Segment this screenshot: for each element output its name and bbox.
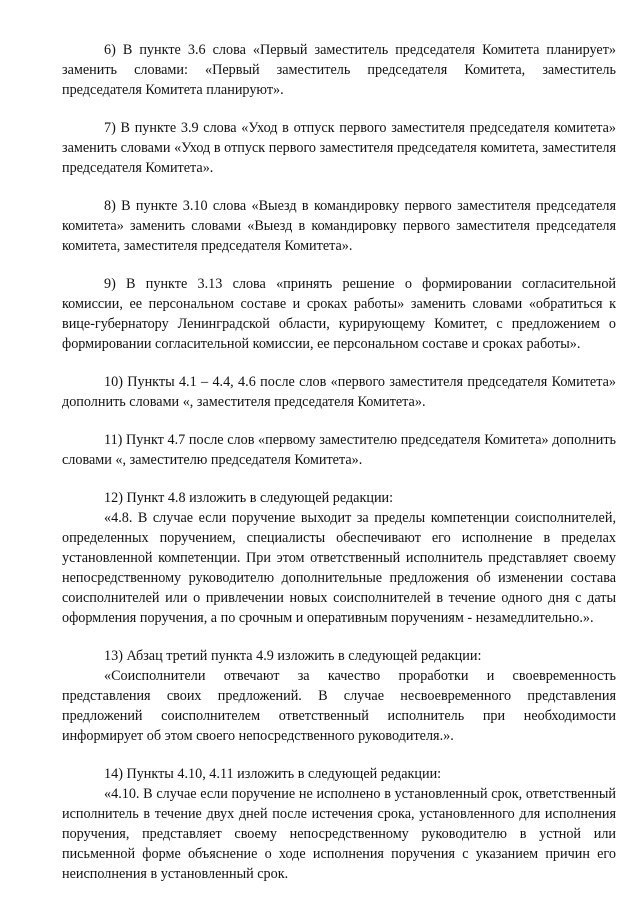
item-13-heading: 13) Абзац третий пункта 4.9 изложить в следующей редакции: [104, 648, 482, 664]
item-12-heading: 12) Пункт 4.8 изложить в следующей редакции: [104, 490, 394, 506]
item-11-paragraph: 11) Пункт 4.7 после слов «первому заместителю председателя Комитета» дополнить словами «, заместителю председателя Комитета». [62, 432, 616, 468]
item-14-heading: 14) Пункты 4.10, 4.11 изложить в следующей редакции: [104, 766, 442, 782]
item-10-paragraph: 10) Пункты 4.1 – 4.4, 4.6 после слов «первого заместителя председателя Комитета» дополнить словами «, заместителя председателя Комитета». [62, 374, 616, 410]
document-page [62, 40, 616, 884]
item-6-paragraph: 6) В пункте 3.6 слова «Первый заместитель председателя Комитета планирует» заменить словами: «Первый заместитель председателя Комитета, заместитель председателя Комитета планируют». [62, 42, 616, 98]
item-7-paragraph: 7) В пункте 3.9 слова «Уход в отпуск первого заместителя председателя комитета» заменить словами «Уход в отпуск первого заместителя председателя комитета, заместителя председателя Комитета». [62, 120, 616, 176]
item-8-paragraph: 8) В пункте 3.10 слова «Выезд в командировку первого заместителя председателя комитета» заменить словами «Выезд в командировку первого заместителя председателя комитета, заместителя председателя Комитета». [62, 198, 616, 254]
item-9-paragraph: 9) В пункте 3.13 слова «принять решение о формировании согласительной комиссии, ее персональном составе и сроках работы» заменить словами «обратиться к вице-губернатору Ленинградской области, курирующему Комитет, с предложением о формировании согласительной комиссии, ее персональном составе и сроках работы». [62, 276, 616, 352]
item-14-quote: «4.10. В случае если поручение не исполнено в установленный срок, ответственный исполнитель в течение двух дней после истечения срока, установленного для исполнения поручения, представляет своему непосредственному руководителю в устной или письменной форме объяснение о ходе исполнения поручения с указанием причин его неисполнения в установленный срок. [62, 786, 616, 882]
item-13-quote: «Соисполнители отвечают за качество проработки и своевременность представления своих предложений. В случае несвоевременного представления предложений соисполнителем ответственный исполнитель при необходимости информирует об этом своего непосредственного руководителя.». [62, 668, 616, 744]
item-12-quote: «4.8. В случае если поручение выходит за пределы компетенции соисполнителей, определенных поручением, специалисты обеспечивают его исполнение в пределах установленной компетенции. При этом ответственный исполнитель представляет своему непосредственному руководителю дополнительные предложения об изменении состава соисполнителей или о привлечении новых соисполнителей в течение одного дня с даты оформления поручения, а по срочным и оперативным поручениям - незамедлительно.». [62, 510, 616, 626]
